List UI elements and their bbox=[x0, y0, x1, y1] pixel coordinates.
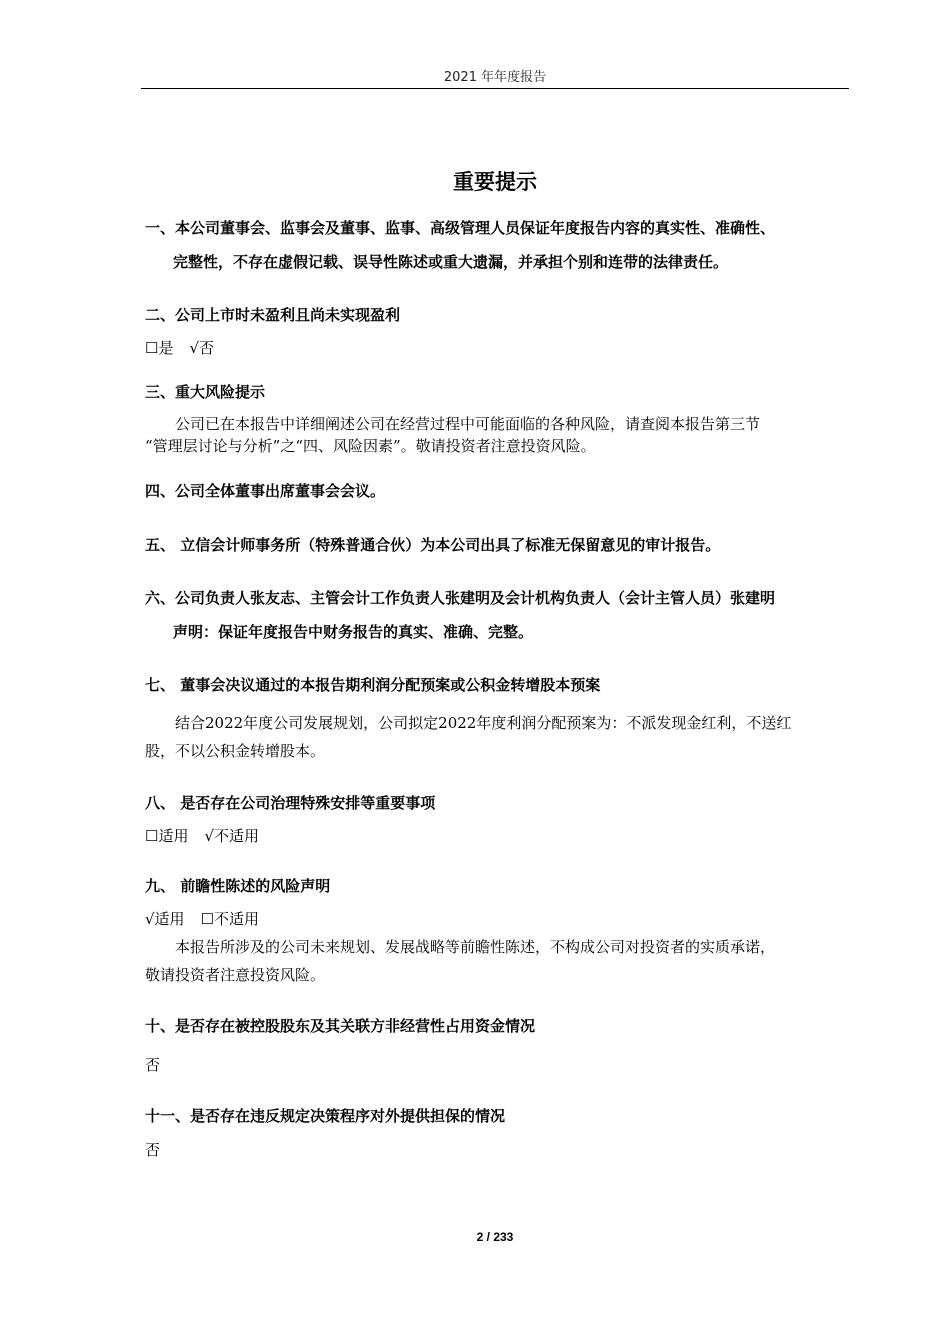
item-11-answer: 否 bbox=[145, 1141, 161, 1159]
item-1-line-2: 完整性，不存在虚假记载、误导性陈述或重大遗漏，并承担个别和连带的法律责任。 bbox=[173, 253, 729, 271]
item-8-options bbox=[145, 826, 261, 846]
page-title: 重要提示 bbox=[453, 170, 537, 194]
option-no: √否 bbox=[189, 339, 215, 357]
item-9-heading: 九、 前瞻性陈述的风险声明 bbox=[145, 877, 331, 895]
item-3-body-1: 公司已在本报告中详细阐述公司在经营过程中可能面临的各种风险，请查阅本报告第三节 bbox=[175, 415, 761, 433]
item-11-heading: 十一、是否存在违反规定决策程序对外提供担保的情况 bbox=[145, 1107, 506, 1125]
item-3-heading: 三、重大风险提示 bbox=[145, 383, 266, 401]
item-9-body-1: 本报告所涉及的公司未来规划、发展战略等前瞻性陈述，不构成公司对投资者的实质承诺， bbox=[175, 938, 776, 956]
option-applicable: √适用 bbox=[145, 910, 185, 928]
item-9-options bbox=[145, 909, 261, 929]
item-6-line-2: 声明：保证年度报告中财务报告的真实、准确、完整。 bbox=[173, 623, 534, 641]
item-2-heading: 二、公司上市时未盈利且尚未实现盈利 bbox=[145, 306, 401, 324]
item-1-line-1: 一、本公司董事会、监事会及董事、监事、高级管理人员保证年度报告内容的真实性、准确性、 bbox=[145, 219, 776, 237]
page-header: 2021 年年度报告 bbox=[443, 70, 547, 85]
item-8-heading: 八、 是否存在公司治理特殊安排等重要事项 bbox=[145, 794, 436, 812]
option-not-applicable: √不适用 bbox=[204, 827, 260, 845]
option-not-applicable: ☐不适用 bbox=[200, 910, 260, 928]
item-10-heading: 十、是否存在被控股股东及其关联方非经营性占用资金情况 bbox=[145, 1017, 536, 1035]
item-5-heading: 五、 立信会计师事务所（特殊普通合伙）为本公司出具了标准无保留意见的审计报告。 bbox=[145, 536, 721, 554]
header-rule bbox=[141, 88, 849, 89]
item-7-body-2: 股，不以公积金转增股本。 bbox=[145, 742, 326, 760]
item-7-body-1: 结合2022年度公司发展规划，公司拟定2022年度利润分配预案为：不派发现金红利，不送红 bbox=[175, 714, 792, 732]
item-2-options bbox=[145, 338, 216, 358]
page-number: 2 / 233 bbox=[476, 1230, 514, 1244]
item-3-body-2: “管理层讨论与分析”之“四、风险因素”。敬请投资者注意投资风险。 bbox=[145, 437, 596, 455]
item-6-line-1: 六、公司负责人张友志、主管会计工作负责人张建明及会计机构负责人（会计主管人员）张建明 bbox=[145, 589, 776, 607]
option-applicable: ☐适用 bbox=[145, 827, 189, 845]
option-yes: ☐是 bbox=[145, 339, 174, 357]
item-10-answer: 否 bbox=[145, 1056, 161, 1074]
item-4-heading: 四、公司全体董事出席董事会会议。 bbox=[145, 482, 386, 500]
item-9-body-2: 敬请投资者注意投资风险。 bbox=[145, 966, 326, 984]
item-7-heading: 七、 董事会决议通过的本报告期利润分配预案或公积金转增股本预案 bbox=[145, 676, 601, 694]
